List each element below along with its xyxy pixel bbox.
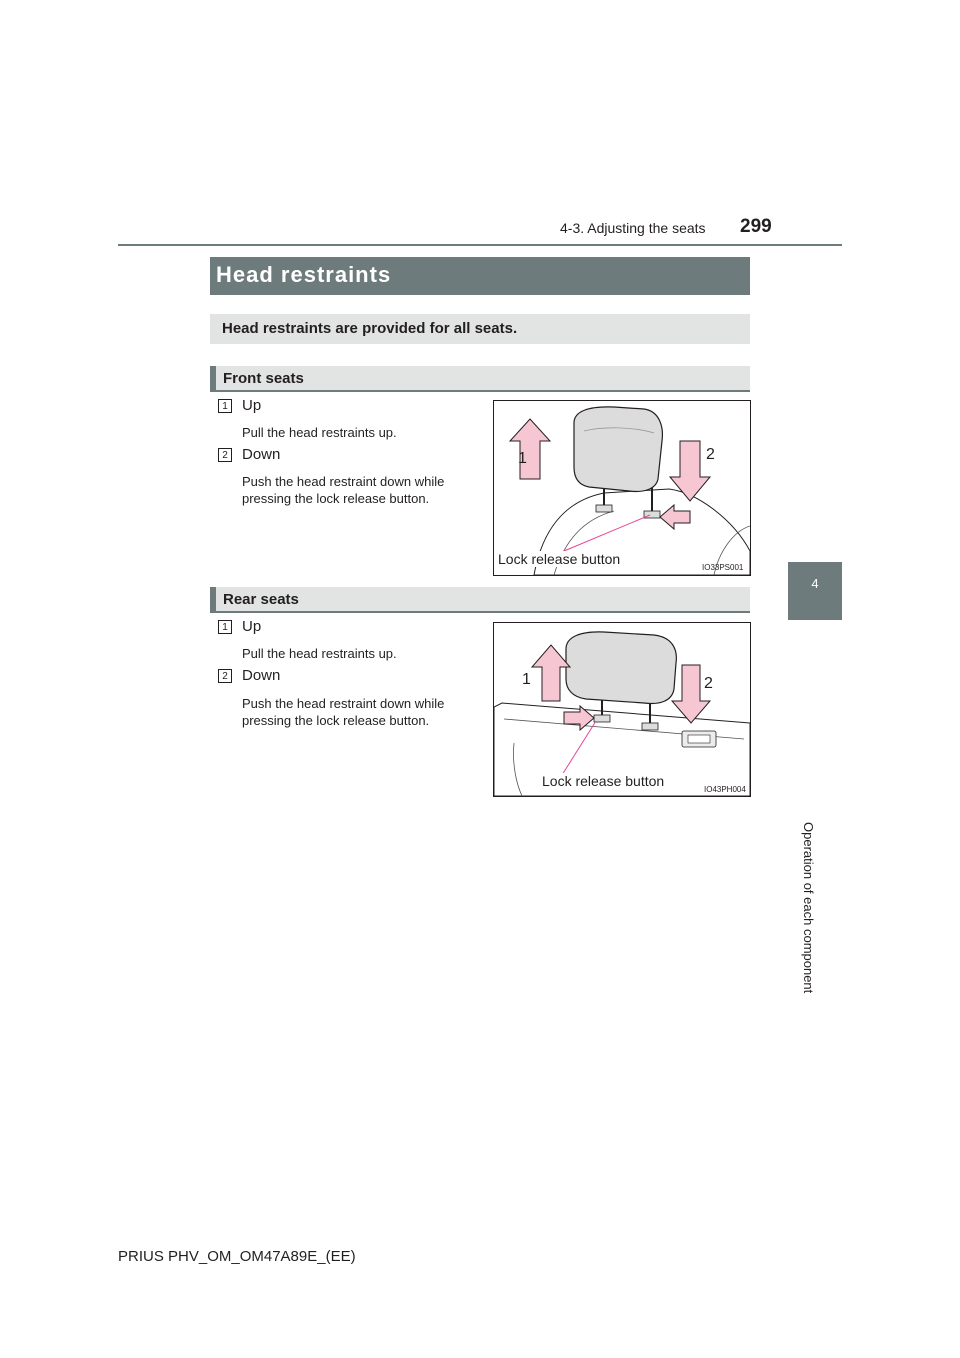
subheading-text: Rear seats xyxy=(223,591,299,608)
page-title-bar xyxy=(210,257,750,295)
marker-2: 2 xyxy=(704,675,713,692)
page-number: 299 xyxy=(740,216,772,237)
rear-seat-figure xyxy=(493,622,751,797)
step-label-up: Up xyxy=(242,618,262,635)
step-label-down: Down xyxy=(242,667,281,684)
step-number-1: 1 xyxy=(218,399,232,413)
step-number-1: 1 xyxy=(218,620,232,634)
subheading-rear-seats xyxy=(210,587,750,613)
chapter-title: Operation of each component xyxy=(801,822,816,994)
marker-2: 2 xyxy=(706,446,715,463)
step-desc-down: Push the head restraint down while pressing the lock release button. xyxy=(242,696,445,728)
step-desc-down: Push the head restraint down while pressing the lock release button. xyxy=(242,474,445,506)
chapter-tab xyxy=(788,562,842,620)
intro-box xyxy=(210,314,750,344)
subheading-accent xyxy=(210,366,216,392)
chapter-number: 4 xyxy=(811,576,819,591)
step-label-up: Up xyxy=(242,397,262,414)
step-desc-up: Pull the head restraints up. xyxy=(242,425,397,440)
figure-code: IO43PH004 xyxy=(704,785,746,794)
marker-1: 1 xyxy=(522,671,531,688)
intro-text: Head restraints are provided for all seats. xyxy=(222,320,518,337)
header-rule xyxy=(118,244,842,246)
lock-release-callout: Lock release button xyxy=(498,551,621,567)
marker-1: 1 xyxy=(518,450,527,467)
step-desc-up: Pull the head restraints up. xyxy=(242,646,397,661)
subheading-text: Front seats xyxy=(223,370,304,387)
subheading-accent xyxy=(210,587,216,613)
step-number-2: 2 xyxy=(218,448,232,462)
footer-document-code: PRIUS PHV_OM_OM47A89E_(EE) xyxy=(118,1248,356,1265)
step-number-2: 2 xyxy=(218,669,232,683)
section-name: 4-3. Adjusting the seats xyxy=(560,220,706,236)
lock-release-callout: Lock release button xyxy=(542,773,665,789)
subheading-front-seats xyxy=(210,366,750,392)
front-seat-figure xyxy=(493,400,751,576)
chapter-title-vertical xyxy=(796,632,816,994)
figure-code: IO33PS001 xyxy=(702,563,744,572)
step-label-down: Down xyxy=(242,446,281,463)
rear-seat-illustration xyxy=(494,623,750,796)
front-seat-illustration xyxy=(494,401,750,575)
page-title: Head restraints xyxy=(216,262,392,287)
